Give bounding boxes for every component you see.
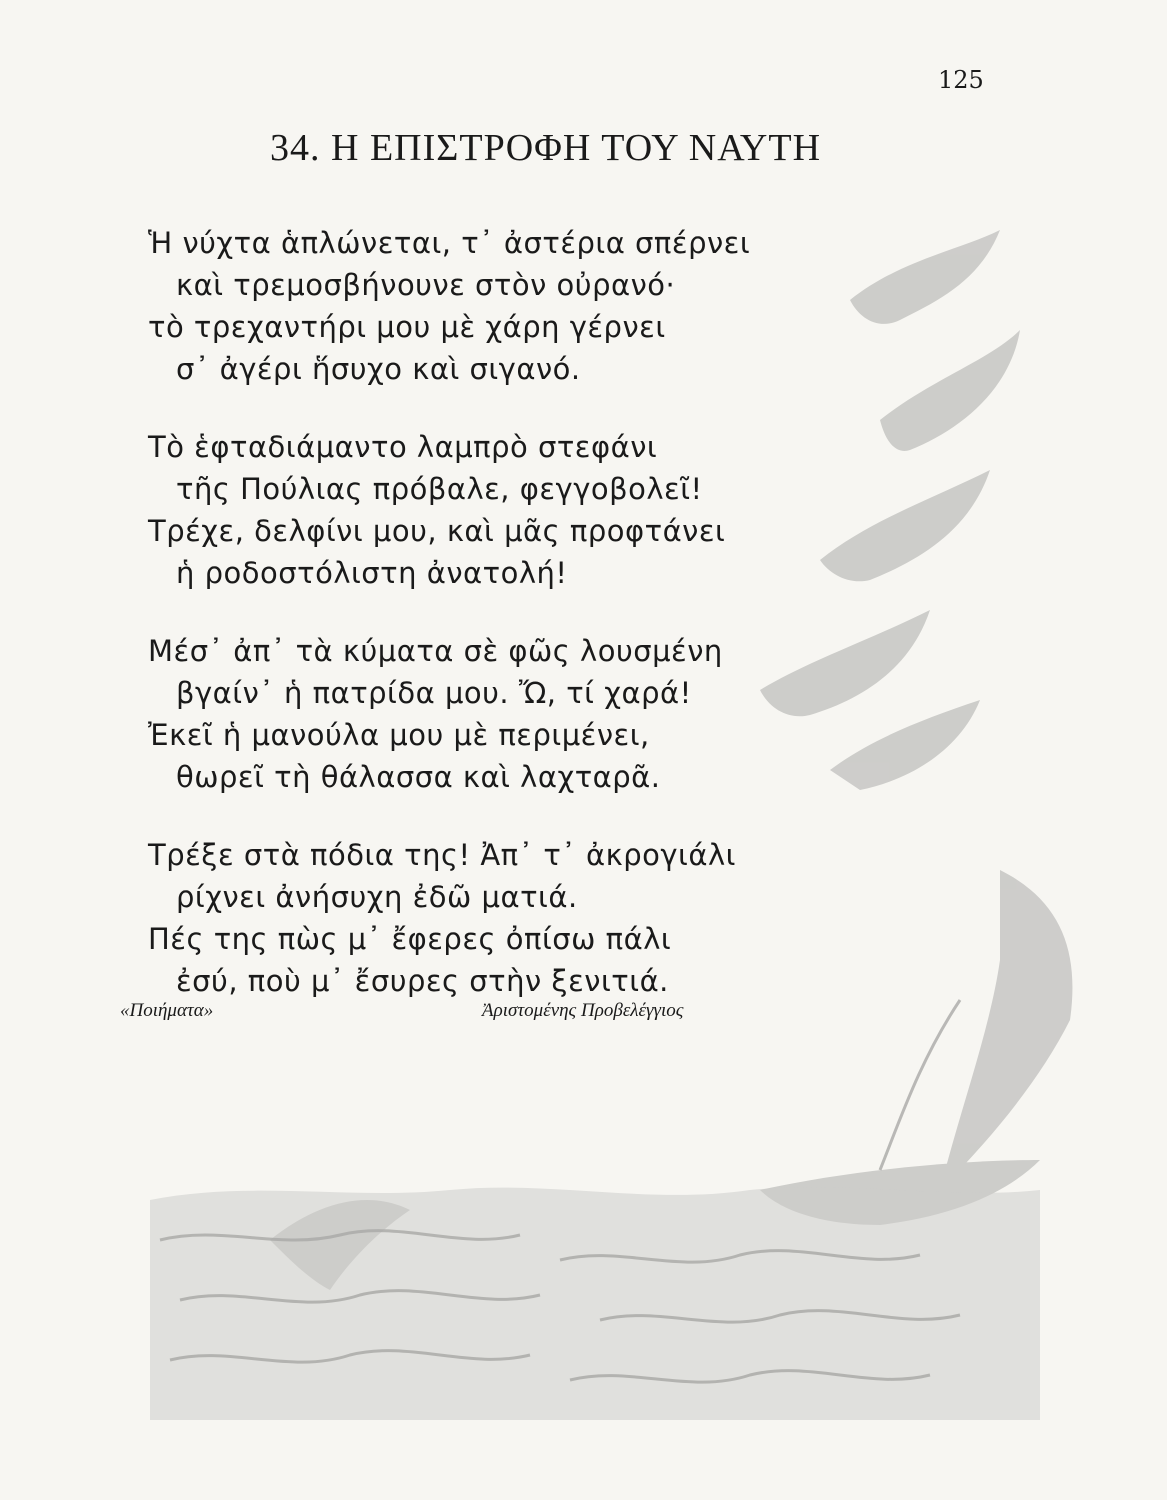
- poem-line: τῆς Πούλιας πρόβαλε, φεγγοβολεῖ!: [176, 472, 703, 506]
- page-number: 125: [938, 66, 984, 94]
- poem-line: καὶ τρεμοσβήνουνε στὸν οὐρανό·: [176, 268, 676, 302]
- poem-title: 34. Η ΕΠΙΣΤΡΟΦΗ ΤΟΥ ΝΑΥΤΗ: [270, 127, 822, 169]
- poem-line: Ἐκεῖ ἡ μανούλα μου μὲ περιμένει,: [148, 718, 650, 752]
- poem-line: Πές της πὼς μ᾽ ἔφερες ὀπίσω πάλι: [148, 922, 672, 956]
- stanza: [148, 426, 848, 594]
- poem-line: τὸ τρεχαντήρι μου μὲ χάρη γέρνει: [148, 310, 666, 344]
- source-title: «Ποιήματα»: [120, 1000, 214, 1021]
- poem-line: θωρεῖ τὴ θάλασσα καὶ λαχταρᾶ.: [176, 760, 661, 794]
- stanza: [148, 834, 848, 1002]
- stanza: [148, 222, 848, 390]
- poem-line: Ἡ νύχτα ἁπλώνεται, τ᾽ ἀστέρια σπέρνει: [148, 226, 751, 260]
- poem-line: Τρέξε στὰ πόδια της! Ἀπ᾽ τ᾽ ἀκρογιάλι: [148, 838, 736, 872]
- stanza: [148, 630, 848, 798]
- poem-body: [148, 222, 848, 1038]
- author-name: Ἀριστομένης Προβελέγγιος: [482, 1000, 684, 1021]
- poem-line: ἐσύ, ποὺ μ᾽ ἔσυρες στὴν ξενιτιά.: [176, 964, 669, 998]
- poem-line: ρίχνει ἀνήσυχη ἐδῶ ματιά.: [176, 880, 578, 914]
- credits: [120, 1000, 684, 1022]
- poem-line: ἡ ροδοστόλιστη ἀνατολή!: [176, 556, 568, 590]
- poem-line: Τρέχε, δελφίνι μου, καὶ μᾶς προφτάνει: [148, 514, 726, 548]
- poem-line: Τὸ ἑφταδιάμαντο λαμπρὸ στεφάνι: [148, 430, 658, 464]
- poem-line: βγαίν᾽ ἡ πατρίδα μου. Ὤ, τί χαρά!: [176, 676, 692, 710]
- poem-line: σ᾽ ἀγέρι ἥσυχο καὶ σιγανό.: [176, 352, 581, 386]
- poem-line: Μέσ᾽ ἀπ᾽ τὰ κύματα σὲ φῶς λουσμένη: [148, 634, 723, 668]
